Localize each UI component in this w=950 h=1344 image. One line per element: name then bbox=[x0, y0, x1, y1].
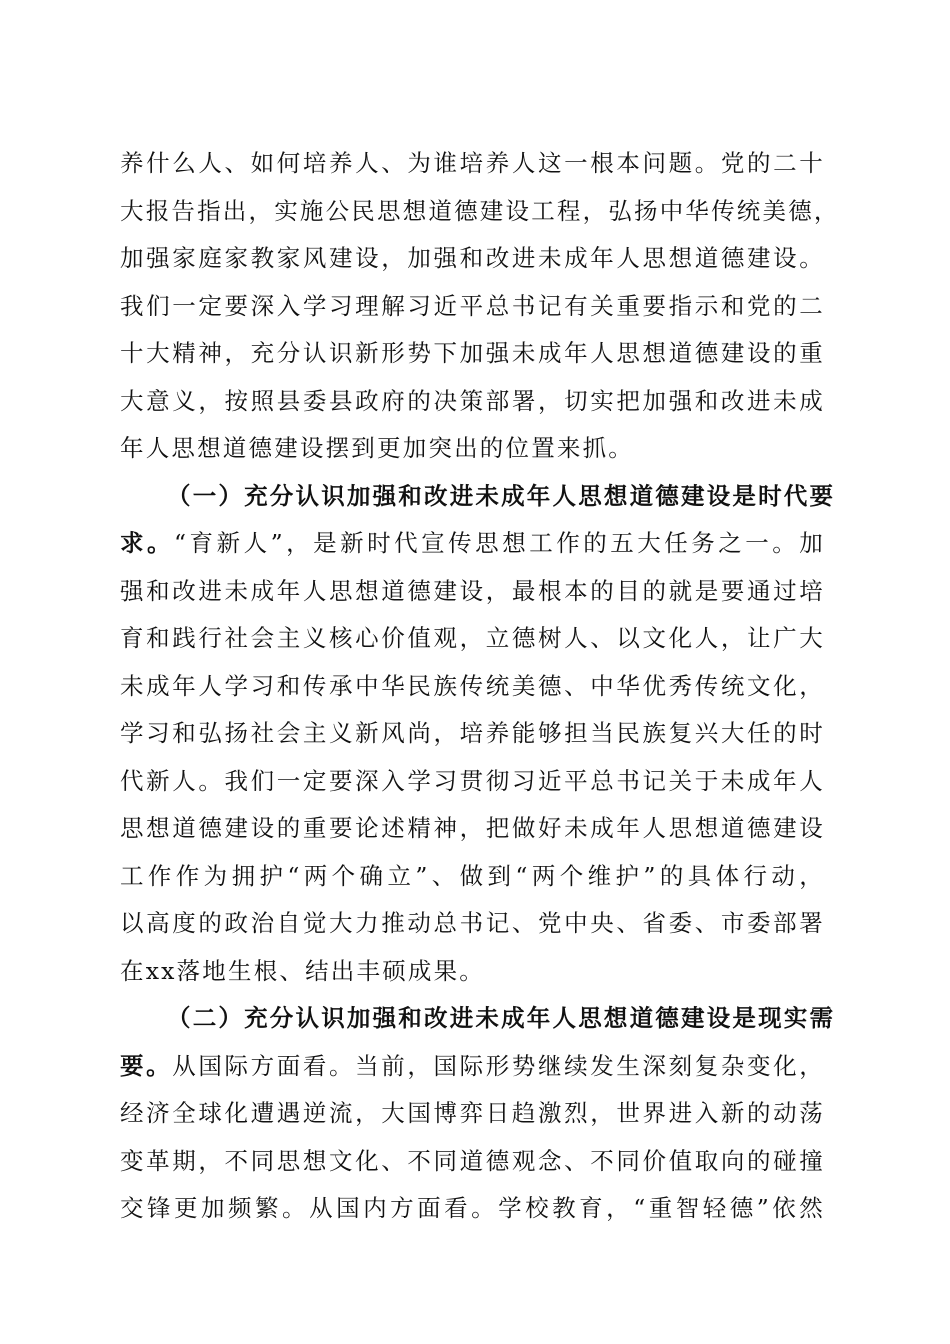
section-two-paragraph bbox=[120, 995, 836, 1233]
intro-paragraph bbox=[120, 140, 840, 473]
text-line: 未成年人学习和传承中华民族传统美德、中华优秀传统文化， bbox=[120, 671, 825, 700]
text-line: 学习和弘扬社会主义新风尚，培养能够担当民族复兴大任的时 bbox=[120, 719, 825, 747]
text-line: 变革期，不同思想文化、不同道德观念、不同价值取向的碰撞 bbox=[120, 1146, 825, 1175]
text-line: 思想道德建设的重要论述精神，把做好未成年人思想道德建设 bbox=[120, 814, 825, 842]
text-line: 以高度的政治自觉大力推动总书记、党中央、省委、市委部署 bbox=[120, 909, 825, 937]
text-line: 大意义，按照县委县政府的决策部署，切实把加强和改进未成 bbox=[120, 386, 825, 415]
text-line: 十大精神，充分认识新形势下加强未成年人思想道德建设的重 bbox=[120, 339, 825, 367]
text-line: 年人思想道德建设摆到更加突出的位置来抓。 bbox=[120, 434, 634, 462]
text-line: 在xx落地生根、结出丰硕成果。 bbox=[120, 956, 486, 985]
body-text bbox=[120, 140, 840, 1233]
text-span: 从国际方面看。当前，国际形势继续发生深刻复杂变化， bbox=[172, 1051, 826, 1080]
text-line: 强和改进未成年人思想道德建设，最根本的目的就是要通过培 bbox=[120, 576, 825, 605]
text-line bbox=[120, 520, 825, 568]
section-two-heading: （二）充分认识加强和改进未成年人思想道德建设是现实需 bbox=[167, 1004, 836, 1032]
text-line: 大报告指出，实施公民思想道德建设工程，弘扬中华传统美德， bbox=[120, 196, 840, 225]
section-one-heading: （一）充分认识加强和改进未成年人思想道德建设是时代要 bbox=[167, 481, 836, 510]
text-line: 养什么人、如何培养人、为谁培养人这一根本问题。党的二十 bbox=[120, 149, 825, 177]
text-span: “育新人”，是新时代宣传思想工作的五大任务之一。加 bbox=[174, 529, 826, 557]
text-line bbox=[120, 1043, 825, 1091]
text-line: 交锋更加频繁。从国内方面看。学校教育，“重智轻德”依然 bbox=[120, 1194, 825, 1222]
text-line: 加强家庭家教家风建设，加强和改进未成年人思想道德建设。 bbox=[120, 244, 825, 272]
text-line: 经济全球化遭遇逆流，大国博弈日趋激烈，世界进入新的动荡 bbox=[120, 1099, 825, 1127]
text-line: 代新人。我们一定要深入学习贯彻习近平总书记关于未成年人 bbox=[120, 766, 825, 795]
text-line: 育和践行社会主义核心价值观，立德树人、以文化人，让广大 bbox=[120, 624, 825, 652]
text-line: 工作作为拥护“两个确立”、做到“两个维护”的具体行动， bbox=[120, 861, 825, 890]
section-one-paragraph bbox=[120, 473, 836, 996]
section-two-heading-end: 要。 bbox=[120, 1051, 173, 1080]
text-line: 我们一定要深入学习理解习近平总书记有关重要指示和党的二 bbox=[120, 291, 825, 320]
section-one-heading-end: 求。 bbox=[120, 529, 175, 557]
